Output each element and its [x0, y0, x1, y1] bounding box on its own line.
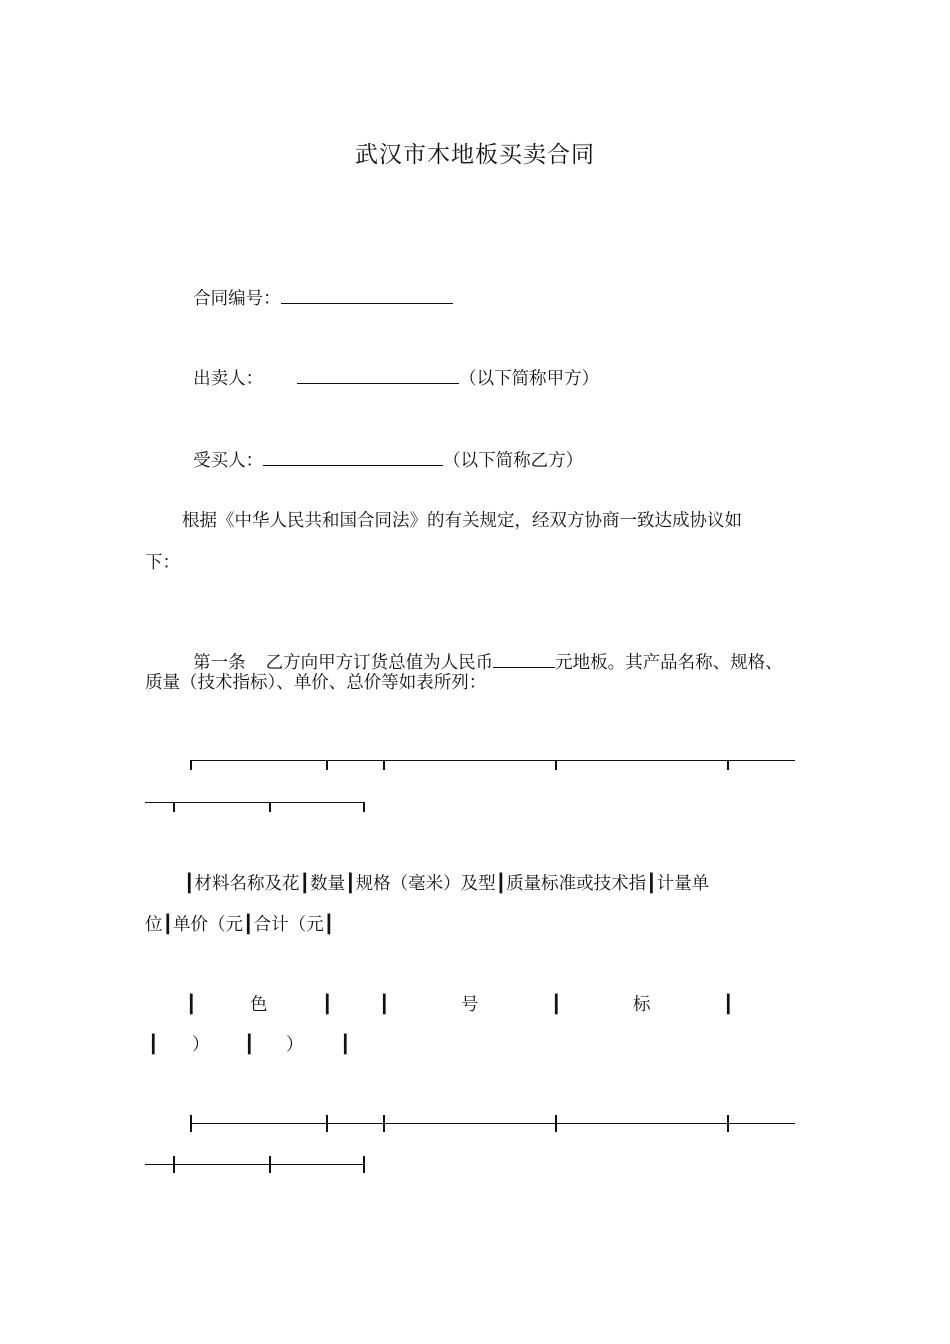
buyer-label: 受买人：: [193, 451, 264, 471]
article-1-text-a: 乙方向甲方订货总值为人民币: [265, 653, 494, 673]
table-header-row-2: 位┃单价（元┃合计（元┃: [145, 915, 335, 935]
buyer-row: [182, 428, 583, 472]
buyer-suffix: （以下简称乙方）: [443, 451, 584, 471]
article-1-line-1: [182, 630, 783, 674]
table-header-row-1: ┃材料名称及花┃数量┃规格（毫米）及型┃质量标准或技术指┃计量单: [184, 874, 710, 894]
article-1-line-2: 质量（技术指标）、单价、总价等如表所列：: [145, 673, 487, 693]
seller-suffix: （以下简称甲方）: [459, 369, 600, 389]
total-value-blank[interactable]: [493, 653, 555, 668]
table-bar: ┃: [379, 995, 390, 1015]
table-bar: ┃: [340, 1035, 351, 1055]
seller-label: 出卖人：: [193, 369, 264, 389]
seller-row: [182, 346, 599, 390]
table-bar: ┃: [322, 995, 333, 1015]
buyer-blank[interactable]: [263, 451, 443, 466]
contract-number-row: [182, 266, 453, 310]
contract-number-blank[interactable]: [281, 289, 453, 304]
basis-line-2: 下：: [145, 553, 180, 573]
basis-line-1: 根据《中华人民共和国合同法》的有关规定，经双方协商一致达成协议如: [182, 511, 742, 531]
table-bar: ┃: [148, 1035, 159, 1055]
seller-blank[interactable]: [297, 369, 459, 384]
page-title: 武汉市木地板买卖合同: [355, 142, 595, 168]
table-bar: ┃: [244, 1035, 255, 1055]
table-bar: ┃: [551, 995, 562, 1015]
table-bar: ┃: [723, 995, 734, 1015]
contract-number-label: 合同编号：: [193, 289, 281, 309]
article-1-text-b: 元地板。其产品名称、规格、: [555, 653, 783, 673]
table-cell-paren: ）: [286, 1035, 304, 1055]
table-bar: ┃: [186, 995, 197, 1015]
table-cell-color: 色: [250, 995, 268, 1015]
table-cell-standard: 标: [633, 995, 651, 1015]
table-cell-model: 号: [461, 995, 479, 1015]
table-cell-paren: ）: [192, 1035, 210, 1055]
article-1-number: 第一条: [193, 653, 246, 673]
